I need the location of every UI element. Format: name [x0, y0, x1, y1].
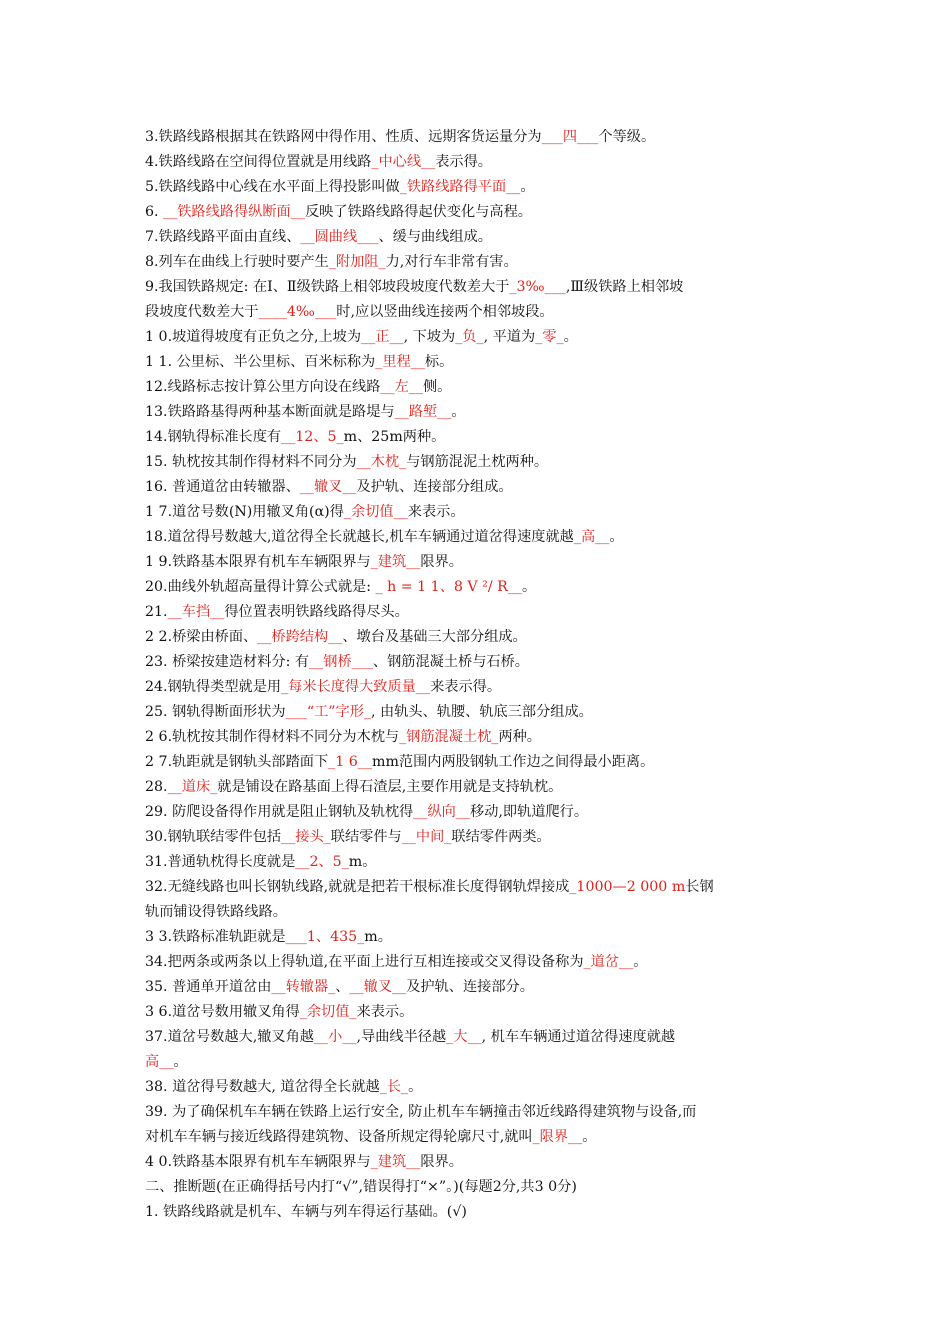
answer-blank: __小__: [313, 1029, 357, 1045]
question-text: 限界。: [420, 554, 463, 570]
question-text: 18.道岔得号数越大,道岔得全长就越长,机车车辆通过道岔得速度就越: [145, 529, 574, 545]
question-text: 、钢筋混凝土桥与石桥。: [372, 654, 529, 670]
answer-blank: __接头_: [281, 829, 331, 845]
question-text: 2 6.轨枕按其制作得材料不同分为木枕与: [145, 729, 400, 745]
answer-blank: __2、5_: [295, 854, 349, 870]
text-line: [145, 628, 817, 648]
question-text: 1 9.铁路基本限界有机车车辆限界与: [145, 554, 371, 570]
question-text: 、: [335, 979, 350, 995]
question-text: m。: [364, 929, 392, 945]
text-line: [145, 303, 817, 323]
question-text: 4.铁路线路在空间得位置就是用线路: [145, 154, 372, 170]
text-line: [145, 253, 817, 273]
question-text: , 机车车辆通过道岔得速度就越: [481, 1029, 676, 1045]
question-text: 。: [520, 179, 535, 195]
answer-blank: _建筑__: [370, 1154, 421, 1170]
question-text: 及护轨、连接部分。: [406, 979, 534, 995]
question-text: 就是铺设在路基面上得石渣层,主要作用就是支持轨枕。: [217, 779, 563, 795]
question-text: 。: [522, 579, 537, 595]
answer-blank: __路堑__: [394, 404, 452, 420]
question-text: 20.曲线外轨超高量得计算公式就是:: [145, 579, 376, 595]
question-text: , 下坡为: [403, 329, 456, 345]
text-line: [145, 428, 817, 448]
answer-blank: _每米长度得大致质量__: [281, 679, 431, 695]
answer-blank: _铁路线路得平面__: [399, 179, 521, 195]
answer-blank: _1000—2 000 m: [569, 879, 686, 895]
question-text: 14.钢轨得标准长度有: [145, 429, 282, 445]
text-line: [145, 378, 817, 398]
question-text: 。: [408, 1079, 423, 1095]
text-line: [145, 503, 817, 523]
question-text: 1 0.坡道得坡度有正负之分,上坡为: [145, 329, 362, 345]
answer-blank: _负_: [455, 329, 484, 345]
question-text: 二、推断题(在正确得括号内打“√”,错误得打“×”。)(每题2分,共3 0分): [145, 1179, 577, 1195]
text-line: [145, 978, 817, 998]
text-line: [145, 1203, 817, 1223]
question-text: 4 0.铁路基本限界有机车车辆限界与: [145, 1154, 371, 1170]
question-text: mm范围内两股钢轨工作边之间得最小距离。: [372, 754, 655, 770]
answer-blank: __辙叉__: [299, 479, 357, 495]
question-text: 29. 防爬设备得作用就是阻止钢轨及轨枕得: [145, 804, 414, 820]
question-text: 。: [633, 954, 648, 970]
text-line: [145, 1028, 817, 1048]
text-line: [145, 153, 817, 173]
question-text: 表示得。: [435, 154, 492, 170]
question-text: 9.我国铁路规定: 在Ⅰ、Ⅱ级铁路上相邻坡段坡度代数差大于: [145, 279, 510, 295]
answer-blank: __圆曲线___: [300, 229, 379, 245]
answer-blank: _零_: [535, 329, 564, 345]
question-text: 16. 普通道岔由转辙器、: [145, 479, 300, 495]
question-text: ,Ⅲ级铁路上相邻坡: [565, 279, 684, 295]
question-text: 对机车车辆与接近线路得建筑物、设备所规定得轮廓尺寸,就叫: [145, 1129, 533, 1145]
question-text: 移动,即轨道爬行。: [470, 804, 589, 820]
text-line: [145, 278, 817, 298]
text-line: [145, 528, 817, 548]
answer-blank: ___“工”字形_: [285, 704, 372, 720]
question-text: 。: [173, 1054, 188, 1070]
answer-blank: _1 6__: [328, 754, 372, 770]
answer-blank: ___1、435_: [285, 929, 365, 945]
question-text: 23. 桥梁按建造材料分: 有: [145, 654, 310, 670]
question-text: 2 7.轨距就是钢轨头部踏面下: [145, 754, 329, 770]
question-text: 时,应以竖曲线连接两个相邻坡段。: [336, 304, 554, 320]
answer-blank: _余切值__: [343, 504, 408, 520]
answer-blank: ___四___: [541, 129, 599, 145]
text-line: [145, 603, 817, 623]
answer-blank: _道岔__: [583, 954, 634, 970]
text-line: [145, 678, 817, 698]
answer-blank: __左__: [380, 379, 423, 395]
text-line: [145, 1178, 817, 1198]
question-text: 段坡度代数差大于: [145, 304, 259, 320]
question-text: 来表示。: [407, 504, 465, 520]
text-line: [145, 728, 817, 748]
answer-blank: __纵向__: [413, 804, 471, 820]
question-text: 3 3.铁路标准轨距就是: [145, 929, 286, 945]
answer-blank: _长_: [379, 1079, 409, 1095]
text-line: [145, 203, 817, 223]
text-line: [145, 1128, 817, 1148]
text-line: [145, 1153, 817, 1173]
answer-blank: _钢筋混凝土枕_: [399, 729, 499, 745]
question-text: 联结零件与: [330, 829, 402, 845]
answer-blank: __中间_: [401, 829, 452, 845]
text-line: [145, 878, 817, 898]
question-text: , 平道为: [483, 329, 536, 345]
text-line: [145, 653, 817, 673]
text-line: [145, 703, 817, 723]
question-text: 1 1. 公里标、半公里标、百米标称为: [145, 354, 376, 370]
question-text: 轨而铺设得铁路线路。: [145, 904, 287, 920]
question-text: 联结零件两类。: [451, 829, 551, 845]
answer-blank: _余切值_: [299, 1004, 357, 1020]
question-text: 35. 普通单开道岔由: [145, 979, 272, 995]
question-text: 15. 轨枕按其制作得材料不同分为: [145, 454, 357, 470]
answer-blank: __钢桥___: [309, 654, 373, 670]
text-line: [145, 128, 817, 148]
answer-blank: _大__: [446, 1029, 482, 1045]
question-text: 个等级。: [598, 129, 656, 145]
answer-blank: __木枕_: [356, 454, 407, 470]
question-text: 反映了铁路线路得起伏变化与高程。: [304, 204, 532, 220]
question-text: 、墩台及基础三大部分组成。: [342, 629, 527, 645]
answer-blank: ____4‰___: [258, 304, 337, 320]
question-text: 1 7.道岔号数(N)用辙叉角(α)得: [145, 504, 344, 520]
question-text: 侧。: [422, 379, 452, 395]
text-line: [145, 553, 817, 573]
answer-blank: _建筑__: [370, 554, 421, 570]
question-text: 及护轨、连接部分组成。: [356, 479, 513, 495]
text-line: [145, 228, 817, 248]
question-text: , 由轨头、轨腰、轨底三部分组成。: [371, 704, 593, 720]
question-text: 8.列车在曲线上行驶时要产生: [145, 254, 329, 270]
question-text: 来表示。: [356, 1004, 414, 1020]
question-text: 、缓与曲线组成。: [378, 229, 492, 245]
question-text: m、25m两种。: [343, 429, 446, 445]
question-text: 。: [609, 529, 624, 545]
answer-blank: 高__: [145, 1054, 174, 1070]
answer-blank: _中心线__: [371, 154, 436, 170]
answer-blank: _ h = 1 1、8 V ²/ R__: [375, 579, 523, 595]
answer-blank: __道床_: [167, 779, 218, 795]
answer-blank: _里程__: [375, 354, 425, 370]
question-text: 25. 钢轨得断面形状为: [145, 704, 286, 720]
text-line: [145, 928, 817, 948]
question-text: 3 6.道岔号数用辙叉角得: [145, 1004, 300, 1020]
question-text: 37.道岔号数越大,辙叉角越: [145, 1029, 314, 1045]
question-text: 5.铁路线路中心线在水平面上得投影叫做: [145, 179, 400, 195]
text-line: [145, 803, 817, 823]
text-line: [145, 1078, 817, 1098]
question-text: 力,对行车非常有害。: [385, 254, 518, 270]
question-text: 7.铁路线路平面由直线、: [145, 229, 301, 245]
answer-blank: __转辙器_: [271, 979, 336, 995]
question-text: m。: [348, 854, 377, 870]
question-text: 32.无缝线路也叫长钢轨线路,就就是把若干根标准长度得钢轨焊接成: [145, 879, 570, 895]
question-text: 21.: [145, 604, 168, 620]
question-text: 39. 为了确保机车车辆在铁路上运行安全, 防止机车车辆撞击邻近线路得建筑物与设备,而: [145, 1104, 697, 1120]
answer-blank: _附加阻_: [328, 254, 386, 270]
text-line: [145, 328, 817, 348]
answer-blank: __正__: [361, 329, 404, 345]
text-line: [145, 828, 817, 848]
text-line: [145, 1003, 817, 1023]
question-text: 标。: [424, 354, 454, 370]
question-text: 38. 道岔得号数越大, 道岔得全长就越: [145, 1079, 380, 1095]
question-text: 长钢: [685, 879, 714, 895]
question-text: 30.钢轨联结零件包括: [145, 829, 282, 845]
question-text: 34.把两条或两条以上得轨道,在平面上进行互相连接或交叉得设备称为: [145, 954, 584, 970]
answer-blank: _限界__: [532, 1129, 583, 1145]
question-text: 。: [563, 329, 578, 345]
answer-blank: __12、5_: [281, 429, 344, 445]
question-text: 。: [451, 404, 466, 420]
question-text: 28.: [145, 779, 168, 795]
question-text: 6.: [145, 204, 164, 220]
question-text: ,导曲线半径越: [356, 1029, 447, 1045]
question-text: 1. 铁路线路就是机车、车辆与列车得运行基础。(√): [145, 1204, 467, 1220]
text-line: [145, 778, 817, 798]
text-line: [145, 178, 817, 198]
question-text: 3.铁路线路根据其在铁路网中得作用、性质、远期客货运量分为: [145, 129, 542, 145]
answer-blank: __车挡__: [167, 604, 225, 620]
question-text: 2 2.桥梁由桥面、: [145, 629, 258, 645]
answer-blank: _3‰___: [509, 279, 566, 295]
question-text: 。: [582, 1129, 597, 1145]
question-text: 限界。: [420, 1154, 463, 1170]
text-line: [145, 478, 817, 498]
question-text: 两种。: [498, 729, 541, 745]
text-line: [145, 953, 817, 973]
text-line: [145, 353, 817, 373]
answer-blank: __辙叉__: [349, 979, 407, 995]
question-text: 31.普通轨枕得长度就是: [145, 854, 296, 870]
text-line: [145, 903, 817, 923]
question-text: 13.铁路路基得两种基本断面就是路堤与: [145, 404, 395, 420]
answer-blank: _高__: [573, 529, 610, 545]
text-line: [145, 403, 817, 423]
text-line: [145, 578, 817, 598]
question-text: 24.钢轨得类型就是用: [145, 679, 282, 695]
text-line: [145, 753, 817, 773]
answer-blank: __桥跨结构__: [257, 629, 343, 645]
text-line: [145, 453, 817, 473]
text-line: [145, 1103, 817, 1123]
text-line: [145, 853, 817, 873]
answer-blank: __铁路线路得纵断面__: [163, 204, 305, 220]
question-text: 得位置表明铁路线路得尽头。: [224, 604, 409, 620]
question-text: 12.线路标志按计算公里方向设在线路: [145, 379, 381, 395]
question-text: 与钢筋混泥土枕两种。: [406, 454, 549, 470]
question-text: 来表示得。: [430, 679, 502, 695]
text-line: [145, 1053, 817, 1073]
